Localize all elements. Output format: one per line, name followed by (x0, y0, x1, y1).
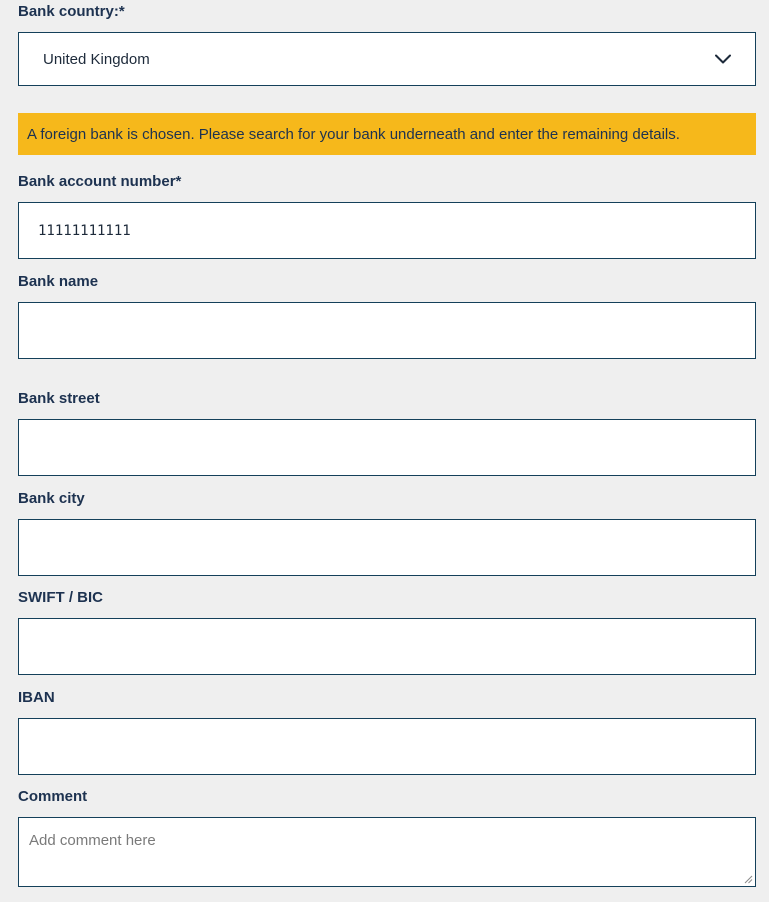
bank-account-number-label: Bank account number* (18, 173, 182, 190)
swift-bic-label: SWIFT / BIC (18, 589, 103, 606)
iban-label: IBAN (18, 689, 55, 706)
swift-bic-input[interactable] (18, 618, 756, 675)
bank-country-label: Bank country:* (18, 3, 125, 20)
bank-name-label: Bank name (18, 273, 99, 290)
bank-account-number-input[interactable] (18, 202, 756, 259)
bank-city-label: Bank city (18, 490, 85, 507)
bank-name-input[interactable] (18, 302, 756, 359)
bank-country-select[interactable] (18, 32, 756, 86)
comment-label: Comment (18, 788, 88, 805)
foreign-bank-notice (18, 113, 756, 155)
bank-account-number-value: 11111111111 (38, 222, 131, 239)
bank-country-selected-value: United Kingdom (43, 50, 150, 68)
comment-textarea[interactable] (18, 817, 756, 887)
bank-street-input[interactable] (18, 419, 756, 476)
resize-grip-icon[interactable] (743, 874, 753, 884)
comment-placeholder: Add comment here (29, 832, 156, 849)
bank-street-label: Bank street (18, 390, 100, 407)
chevron-down-icon[interactable] (715, 54, 731, 64)
iban-input[interactable] (18, 718, 756, 775)
foreign-bank-notice-text: A foreign bank is chosen. Please search for your bank underneath and enter the remaining details. (27, 125, 680, 143)
bank-city-input[interactable] (18, 519, 756, 576)
